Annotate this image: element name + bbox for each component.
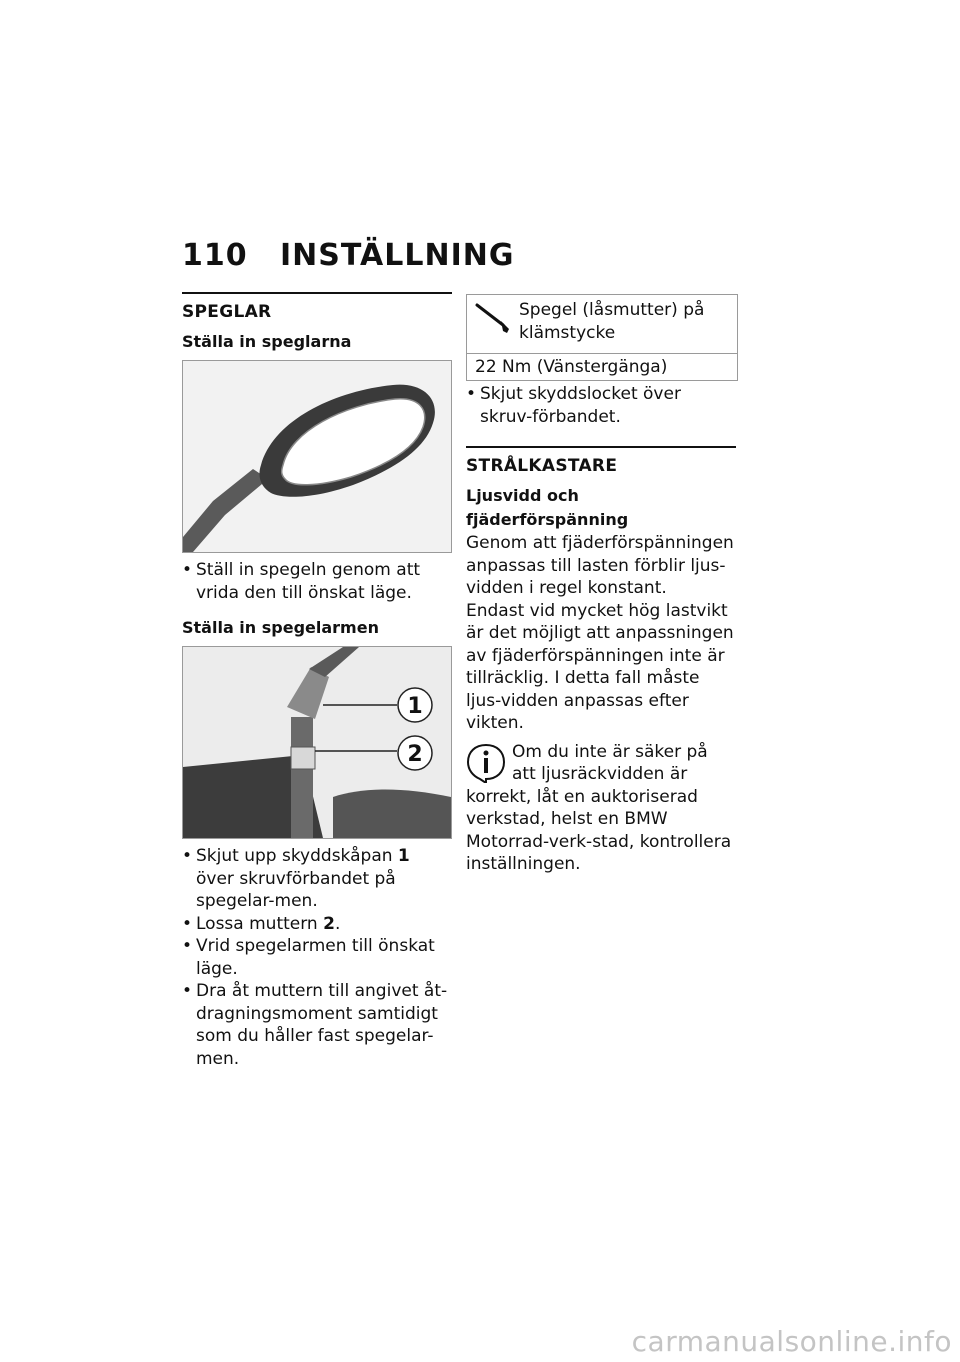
- wrench-icon: [473, 299, 513, 335]
- bullet-vrid-spegelarmen: • Vrid spegelarmen till önskat läge.: [182, 935, 452, 980]
- bullet-text: över skruvförbandet på spegelar-men.: [196, 868, 396, 911]
- subheading-ljusvidd-line2: fjäderförspänning: [466, 510, 629, 529]
- spec-label-row: [467, 295, 737, 354]
- bullet-stall-in-spegeln: • Ställ in spegeln genom att vrida den till önskat läge.: [182, 559, 452, 604]
- subheading-ljusvidd-line1: Ljusvidd och: [466, 486, 579, 505]
- mirror-illustration: [183, 361, 451, 552]
- callout-label-1: 1: [407, 694, 423, 719]
- part-ref-1: 1: [397, 846, 410, 866]
- right-column: [466, 288, 736, 876]
- spec-value: 22 Nm (Vänstergänga): [475, 357, 668, 377]
- mirror-figure: [182, 360, 452, 553]
- mirror-arm-illustration: [183, 647, 451, 838]
- info-note: [466, 741, 736, 876]
- info-icon: [466, 743, 506, 783]
- torque-spec-table: [466, 294, 738, 381]
- bullet-dra-at-muttern: • Dra åt muttern till angivet åt-dragningsmoment samtidigt som du håller fast spegelar-men.: [182, 980, 452, 1070]
- section-rule: [466, 446, 736, 448]
- part-ref-2: 2: [323, 913, 335, 934]
- left-column: [182, 288, 452, 1070]
- page-number: 110: [182, 238, 248, 273]
- watermark: carmanualsonline.info: [631, 1325, 952, 1358]
- subheading-stalla-speglarna: Ställa in speglarna: [182, 332, 352, 351]
- spec-label: Spegel (låsmutter) på klämstycke: [519, 300, 705, 343]
- page-header: [182, 238, 514, 273]
- bullet-lossa-muttern: [182, 913, 452, 936]
- mirror-arm-figure: [182, 646, 452, 839]
- callout-label-2: 2: [407, 742, 423, 767]
- section-title-stralkastare: STRÅLKASTARE: [466, 456, 618, 476]
- chapter-title: INSTÄLLNING: [280, 238, 515, 273]
- bullet-text: Skjut upp skyddskåpan: [196, 846, 398, 866]
- section-title-speglar: SPEGLAR: [182, 302, 272, 322]
- bullet-skjut-upp: [182, 845, 452, 913]
- bullet-text: .: [334, 913, 341, 934]
- info-note-text: Om du inte är säker på att ljusräckvidden är korrekt, låt en auktoriserad verkstad, helst en BMW Motorrad-verk-stad, kontrollera inställningen.: [466, 741, 732, 874]
- paragraph-2: Endast vid mycket hög lastvikt är det möjligt att anpassningen av fjäderförspänningen inte är tillräcklig. I detta fall måste ljus-vidden anpassas efter vikten.: [466, 600, 734, 733]
- section-rule: [182, 292, 452, 294]
- bullet-skjut-skyddslocket: • Skjut skyddslocket över skruv-förbandet.: [466, 383, 736, 428]
- bullet-text: Lossa muttern: [196, 913, 324, 934]
- paragraph-1: Genom att fjäderförspänningen anpassas till lasten förblir ljus-vidden i regel konstant.: [466, 533, 734, 598]
- subheading-stalla-spegelarmen: Ställa in spegelarmen: [182, 618, 379, 637]
